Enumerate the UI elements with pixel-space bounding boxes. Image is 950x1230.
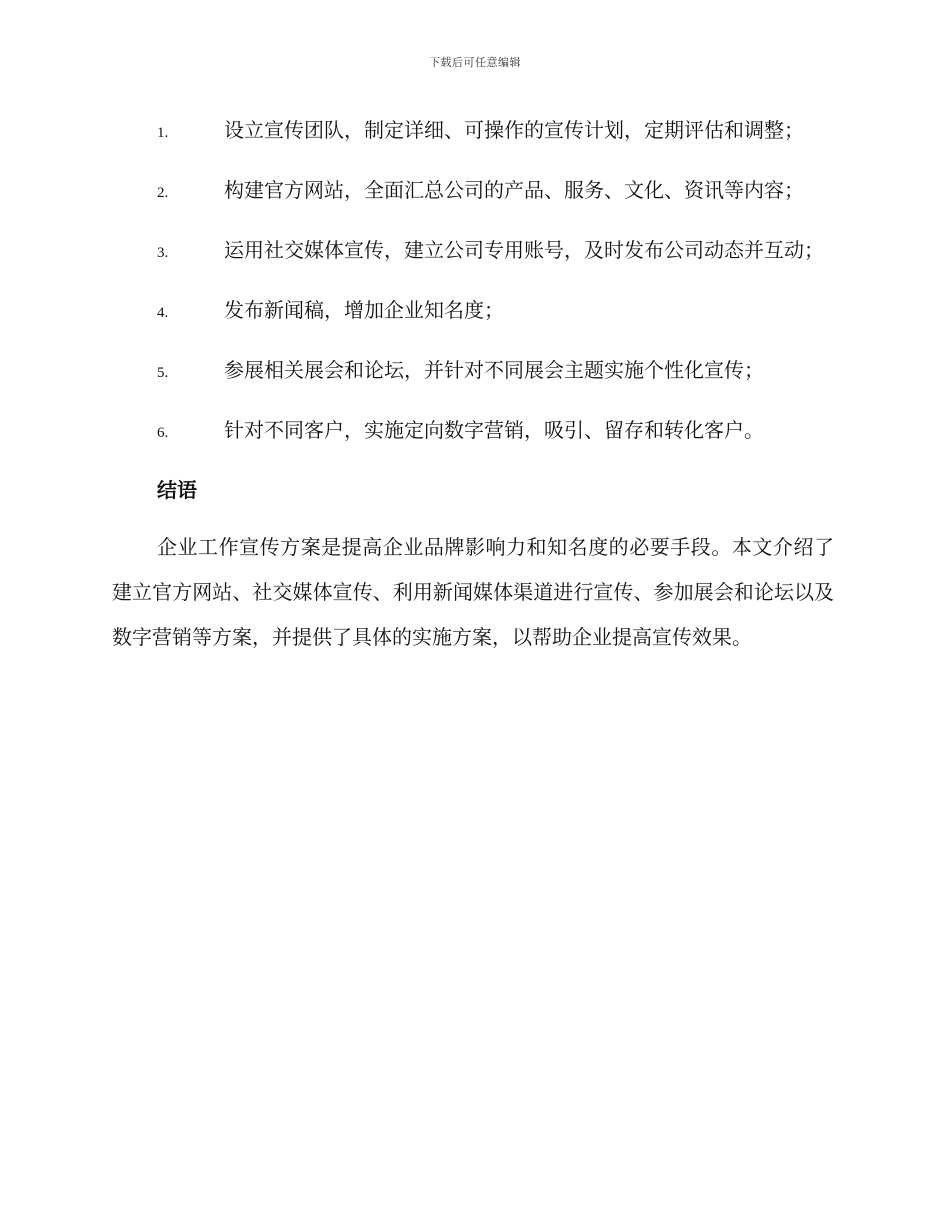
list-item-4 <box>112 288 834 336</box>
header-note: 下载后可任意编辑 <box>429 56 521 69</box>
list-item-2 <box>112 168 834 216</box>
list-text: 参展相关展会和论坛，并针对不同展会主题实施个性化宣传； <box>224 358 764 382</box>
list-number: 1. <box>157 125 169 141</box>
list-number: 4. <box>157 305 169 321</box>
list-text: 设立宣传团队，制定详细、可操作的宣传计划，定期评估和调整； <box>224 118 804 142</box>
document-body <box>112 108 834 660</box>
list-number: 6. <box>157 425 169 441</box>
list-text: 运用社交媒体宣传，建立公司专用账号，及时发布公司动态并互动； <box>224 238 824 262</box>
list-item-6 <box>112 408 834 456</box>
list-text: 发布新闻稿，增加企业知名度； <box>224 298 504 322</box>
list-text: 针对不同客户，实施定向数字营销，吸引、留存和转化客户。 <box>224 418 764 442</box>
list-item-5 <box>112 348 834 396</box>
list-number: 5. <box>157 365 169 381</box>
section-heading: 结语 <box>157 478 197 502</box>
list-number: 3. <box>157 245 169 261</box>
list-text: 构建官方网站，全面汇总公司的产品、服务、文化、资讯等内容； <box>224 178 804 202</box>
conclusion-paragraph: 企业工作宣传方案是提高企业品牌影响力和知名度的必要手段。本文介绍了建立官方网站、社交媒体宣传、利用新闻媒体渠道进行宣传、参加展会和论坛以及数字营销等方案，并提供了具体的实施方案，以帮助企业提高宣传效果。 <box>112 535 834 649</box>
list-item-3 <box>112 228 834 276</box>
list-number: 2. <box>157 185 169 201</box>
list-item-1 <box>112 108 834 156</box>
